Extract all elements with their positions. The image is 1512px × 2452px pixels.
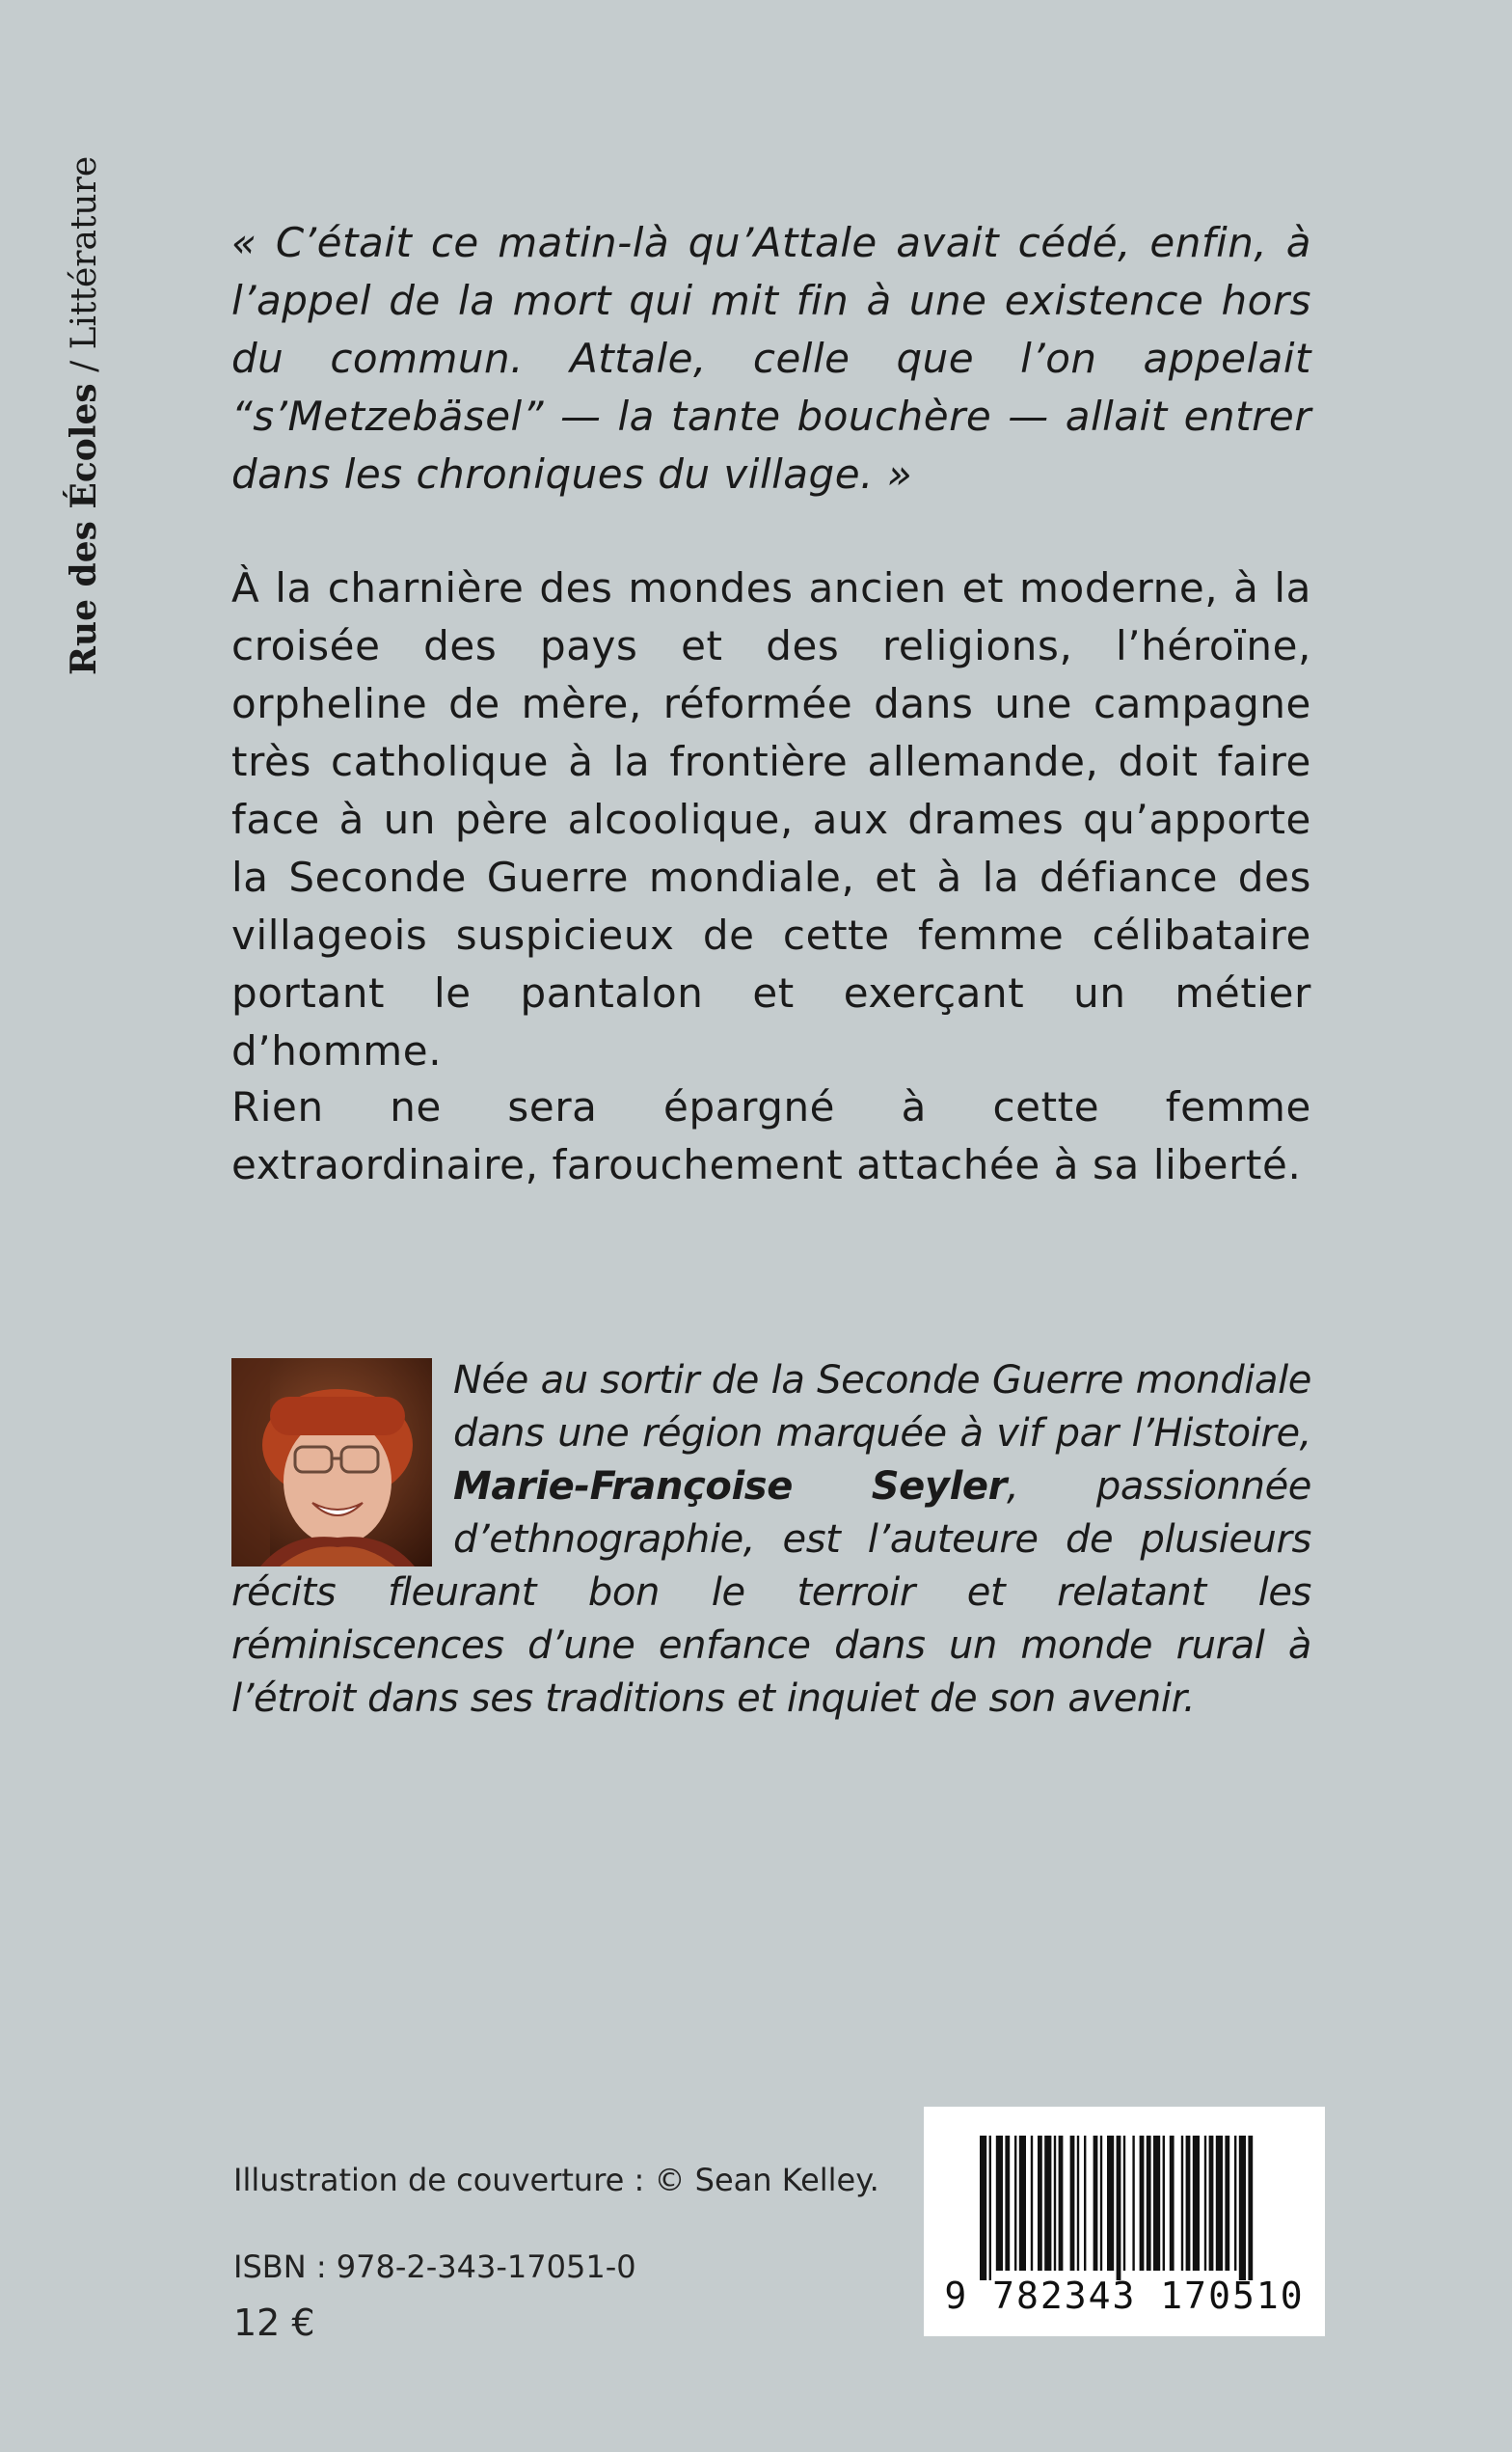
opening-quote	[231, 214, 1311, 504]
barcode-bar	[1117, 2136, 1121, 2280]
barcode-bar	[1140, 2136, 1145, 2271]
summary-text-2: Rien ne sera épargné à cette femme extraordinaire, farouchement attachée à sa liberté.	[231, 1083, 1311, 1188]
author-name: Marie-Françoise Seyler	[453, 1464, 1007, 1509]
barcode-bar	[1209, 2136, 1214, 2271]
barcode-bar	[1181, 2136, 1183, 2271]
barcode-bar	[1204, 2136, 1206, 2271]
author-bio	[231, 1354, 1311, 1726]
summary-paragraph-1	[231, 559, 1311, 1080]
barcode-bar	[1123, 2136, 1125, 2271]
author-bio-intro: Née au sortir de la Seconde Guerre mondiale dans une région marquée à vif par l’Histoire,	[453, 1358, 1311, 1456]
price: 12 €	[233, 2302, 315, 2344]
author-photo	[231, 1358, 432, 1567]
barcode-bar	[980, 2136, 986, 2280]
author-bio-rest: , passionnée d’ethnographie, est l’auteure de plusieurs récits fleurant bon le terroir et relatant les réminiscences d’une enfance dans un monde rural à l’étroit dans ses traditions et inquiet de son avenir.	[231, 1464, 1311, 1721]
barcode-bar	[1005, 2136, 1010, 2271]
barcode-bar	[1147, 2136, 1151, 2271]
summary-text-1: À la charnière des mondes ancien et moderne, à la croisée des pays et des religions, l’héroïne, orpheline de mère, réformée dans une campagne très catholique à la frontière allemande, doit faire face à un père alcoolique, aux drames qu’apporte la Seconde Guerre mondiale, et à la défiance des villageois suspicieux de cette femme célibataire portant le pantalon et exerçant un métier d’homme.	[231, 564, 1311, 1075]
barcode-bar	[1107, 2136, 1114, 2271]
spine-title	[65, 156, 104, 675]
author-portrait-illustration	[231, 1358, 432, 1567]
barcode-bar	[1059, 2136, 1064, 2271]
barcode-bar	[1248, 2136, 1253, 2280]
barcode-bar	[1084, 2136, 1086, 2271]
spine-separator: /	[65, 349, 104, 384]
barcode-bar	[989, 2136, 991, 2280]
barcode-bar	[1100, 2136, 1102, 2271]
barcode-bar	[1216, 2136, 1223, 2271]
barcode-bar	[1077, 2136, 1079, 2271]
barcode-bar	[1163, 2136, 1165, 2271]
barcode-bar	[1239, 2136, 1246, 2280]
barcode-bar	[1153, 2136, 1160, 2271]
barcode-bar	[1186, 2136, 1191, 2271]
quote-text: « C’était ce matin-là qu’Attale avait cédé, enfin, à l’appel de la mort qui mit fin à une existence hors du commun. Attale, celle que l’on appelait “s’Metzebäsel” — la tante bouchère — allait entrer dans les chroniques du village. »	[231, 219, 1311, 498]
barcode-bar	[1070, 2136, 1075, 2271]
barcode-bar	[1038, 2136, 1042, 2271]
summary-paragraph-2	[231, 1078, 1311, 1194]
barcode-bar	[1031, 2136, 1033, 2271]
collection-name: Littérature	[65, 155, 104, 350]
barcode-bar	[1170, 2136, 1174, 2271]
barcode	[924, 2107, 1325, 2336]
barcode-bar	[1132, 2136, 1134, 2271]
series-name: Rue des Écoles	[64, 383, 104, 675]
barcode-bar	[1193, 2136, 1200, 2271]
barcode-bar	[1014, 2136, 1016, 2271]
barcode-bar	[1044, 2136, 1051, 2271]
barcode-bar	[1019, 2136, 1026, 2271]
barcode-bar	[996, 2136, 1003, 2271]
barcode-bar	[1225, 2136, 1229, 2271]
barcode-bar	[1054, 2136, 1056, 2271]
barcode-digits: 9 782343 170510	[944, 2275, 1305, 2317]
barcode-bar	[1094, 2136, 1098, 2271]
isbn: ISBN : 978-2-343-17051-0	[233, 2248, 636, 2285]
cover-credit: Illustration de couverture : © Sean Kelley.	[233, 2162, 879, 2198]
barcode-bar	[1234, 2136, 1236, 2271]
